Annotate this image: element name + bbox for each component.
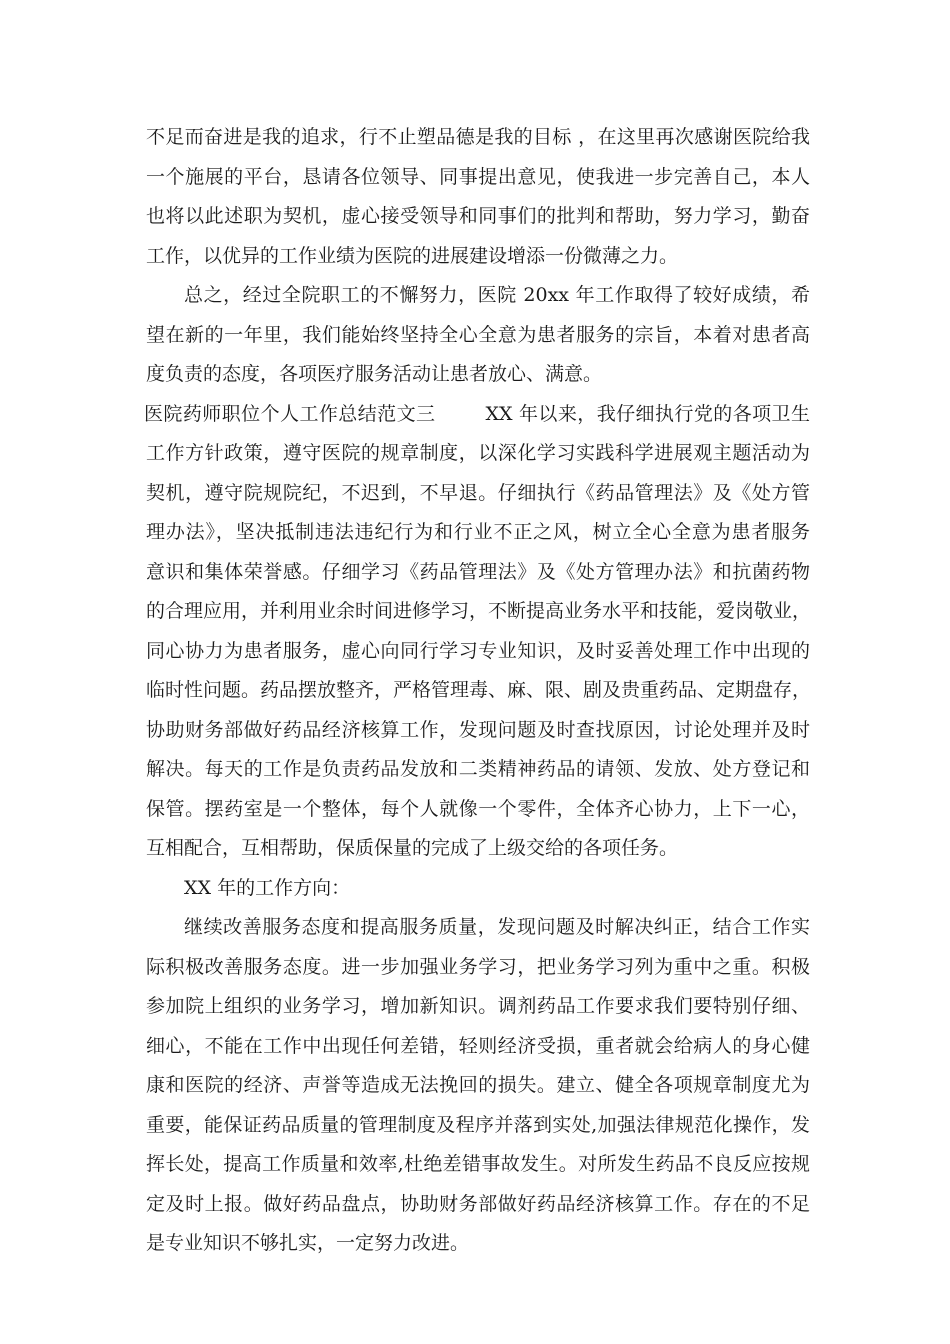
paragraph-line: 际积极改善服务态度。进一步加强业务学习，把业务学习列为重中之重。积极 — [146, 955, 810, 978]
paragraph-line: 度负责的态度，各项医疗服务活动让患者放心、满意。 — [146, 363, 603, 385]
paragraph-line: 同心协力为患者服务，虚心向同行学习专业知识，及时妥善处理工作中出现的 — [146, 639, 810, 662]
paragraph-line: 挥长处，提高工作质量和效率,杜绝差错事故发生。对所发生药品不良反应按规 — [146, 1153, 810, 1175]
paragraph-line: 一个施展的平台，恳请各位领导、同事提出意见，使我进一步完善自己，本人 — [146, 165, 810, 188]
document-body — [146, 118, 810, 1264]
paragraph-line: 工作方针政策，遵守医院的规章制度，以深化学习实践科学进展观主题活动为 — [146, 442, 810, 464]
paragraph-line: XX 年以来，我仔细执行党的各项卫生 — [485, 402, 810, 425]
section-heading-line — [144, 395, 810, 435]
paragraph-line: 解决。每天的工作是负责药品发放和二类精神药品的请领、发放、处方登记和 — [146, 758, 810, 780]
paragraph-line: 互相配合，互相帮助，保质保量的完成了上级交给的各项任务。 — [146, 837, 679, 859]
paragraph-line: 继续改善服务态度和提高服务质量，发现问题及时解决纠正，结合工作实 — [184, 916, 810, 938]
paragraph-line: 协助财务部做好药品经济核算工作，发现问题及时查找原因，讨论处理并及时 — [146, 718, 810, 741]
paragraph-line: 临时性问题。药品摆放整齐，严格管理毒、麻、限、剧及贵重药品、定期盘存， — [146, 679, 812, 701]
paragraph-line: 工作，以优异的工作业绩为医院的进展建设增添一份微薄之力。 — [146, 244, 679, 267]
paragraph-line: 定及时上报。做好药品盘点，协助财务部做好药品经济核算工作。存在的不足 — [146, 1192, 810, 1215]
paragraph-line: 总之，经过全院职工的不懈努力，医院 20xx 年工作取得了较好成绩，希 — [184, 284, 810, 306]
paragraph-line: 参加院上组织的业务学习，增加新知识。调剂药品工作要求我们要特别仔细、 — [146, 995, 810, 1017]
paragraph-line: 的合理应用，并利用业余时间进修学习，不断提高业务水平和技能，爱岗敬业， — [146, 600, 812, 622]
paragraph-line: 重要，能保证药品质量的管理制度及程序并落到实处,加强法律规范化操作，发 — [146, 1113, 810, 1136]
paragraph-line: 康和医院的经济、声誉等造成无法挽回的损失。建立、健全各项规章制度尤为 — [146, 1074, 810, 1096]
paragraph-line: 保管。摆药室是一个整体，每个人就像一个零件，全体齐心协力，上下一心， — [146, 797, 810, 820]
paragraph-line: 不足而奋进是我的追求，行不止塑品德是我的目标 ，在这里再次感谢医院给我 — [146, 126, 810, 148]
paragraph-line: 细心，不能在工作中出现任何差错，轻则经济受损，重者就会给病人的身心健 — [146, 1034, 810, 1057]
paragraph-line: 是专业知识不够扎实，一定努力改进。 — [146, 1232, 470, 1254]
paragraph-line: 意识和集体荣誉感。仔细学习《药品管理法》及《处方管理办法》和抗菌药物 — [146, 560, 810, 583]
paragraph-line: 理办法》，坚决抵制违法违纪行为和行业不正之风，树立全心全意为患者服务 — [146, 521, 810, 543]
paragraph-line: 契机，遵守院规院纪，不迟到，不早退。仔细执行《药品管理法》及《处方管 — [146, 481, 810, 504]
paragraph-line: 望在新的一年里，我们能始终坚持全心全意为患者服务的宗旨，本着对患者高 — [146, 323, 810, 346]
subheading: XX 年的工作方向： — [184, 876, 351, 899]
paragraph-line: 也将以此述职为契机，虚心接受领导和同事们的批判和帮助，努力学习，勤奋 — [146, 205, 810, 227]
section-heading: 医院药师职位个人工作总结范文三 — [144, 402, 436, 425]
